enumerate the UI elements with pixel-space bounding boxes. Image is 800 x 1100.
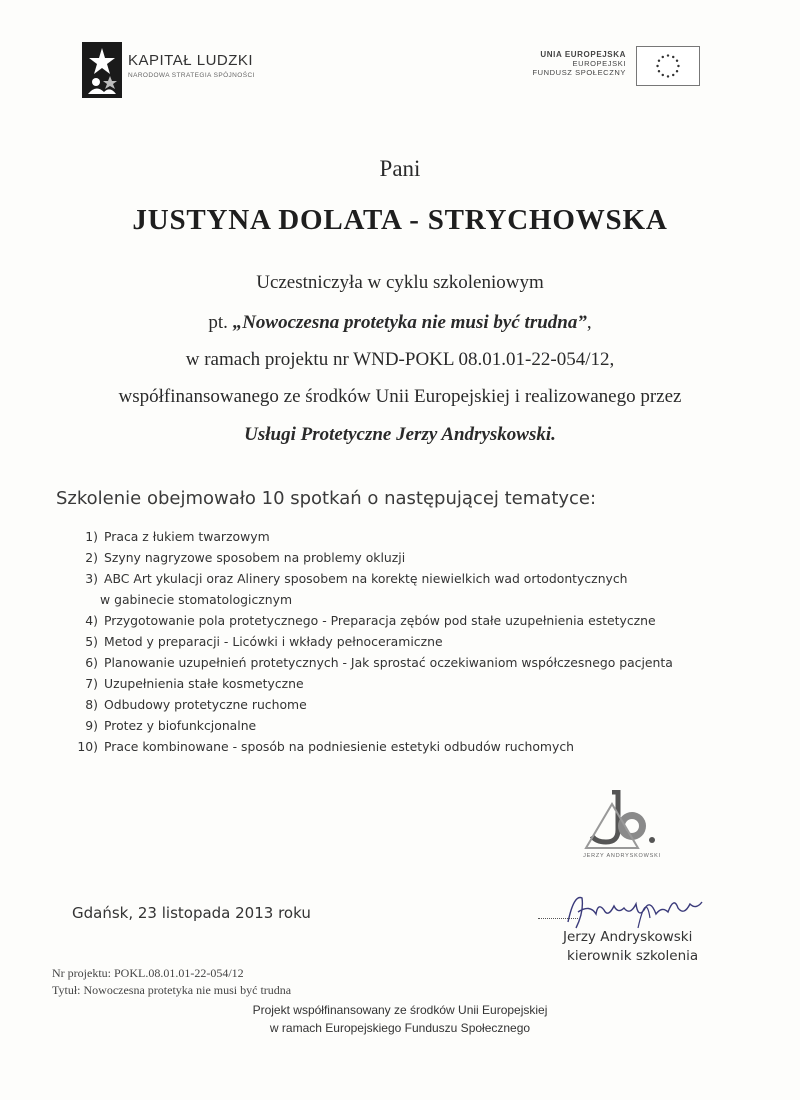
topic-text: Uzupełnienia stałe kosmetyczne: [104, 676, 304, 691]
topic-number: 3): [85, 571, 98, 586]
eu-logo-line3: FUNDUSZ SPOŁECZNY: [532, 68, 626, 77]
topic-item: [74, 547, 673, 568]
signer-name: Jerzy Andryskowski: [563, 929, 693, 945]
topic-item: [74, 610, 673, 631]
topic-item: [74, 736, 673, 757]
topic-text: Prace kombinowane - sposób na podniesienie estetyki odbudów ruchomych: [104, 739, 574, 754]
topic-text: ABC Art ykulacji oraz Alinery sposobem na korektę niewielkich wad ortodontycznych: [104, 571, 628, 586]
signer-role: kierownik szkolenia: [567, 948, 699, 964]
topic-text: Praca z łukiem twarzowym: [104, 529, 270, 544]
training-title-suffix: ,: [586, 312, 592, 333]
topic-item: [74, 673, 673, 694]
topic-number: 1): [85, 529, 98, 544]
topic-number: 6): [85, 655, 98, 670]
kapital-ludzki-star-icon: [82, 42, 122, 98]
topic-item: [74, 568, 673, 610]
topic-number: 2): [85, 550, 98, 565]
topic-item: [74, 631, 673, 652]
participation-text: Uczestniczyła w cyklu szkoleniowym: [256, 272, 544, 293]
ja-logo-caption: JERZY ANDRYSKOWSKI: [583, 853, 661, 859]
topic-number: 5): [85, 634, 98, 649]
topic-item: [74, 526, 673, 547]
topic-number: 7): [85, 676, 98, 691]
organizer-name: Usługi Protetyczne Jerzy Andryskowski.: [244, 424, 556, 445]
topic-number: 9): [85, 718, 98, 733]
eu-flag-icon: [636, 46, 700, 86]
topic-number: 10): [77, 739, 98, 754]
kapital-ludzki-logo: [82, 42, 282, 102]
topic-text: Przygotowanie pola protetycznego - Preparacja zębów pod stałe uzupełnienia estetyczne: [104, 613, 656, 628]
signature-dotted-line: [538, 918, 578, 919]
ja-company-logo: [572, 790, 672, 862]
ja-monogram-icon: [582, 790, 662, 850]
eu-logo-line2: EUROPEJSKI: [572, 59, 626, 68]
topic-text: Odbudowy protetyczne ruchome: [104, 697, 307, 712]
cofinancing-text: współfinansowanego ze środków Unii Europejskiej i realizowanego przez: [118, 386, 682, 407]
handwritten-signature-icon: [538, 888, 708, 932]
training-title: „Nowoczesna protetyka nie musi być trudna”: [232, 312, 587, 333]
kapital-ludzki-subtitle: NARODOWA STRATEGIA SPÓJNOŚCI: [128, 72, 255, 79]
kapital-ludzki-title: KAPITAŁ LUDZKI: [128, 52, 254, 69]
eu-logo-text: [532, 50, 626, 77]
topic-item: [74, 715, 673, 736]
training-title-line: [0, 312, 800, 334]
footer-line-2: w ramach Europejskiego Funduszu Społecznego: [269, 1021, 531, 1035]
topic-item: [74, 652, 673, 673]
project-number: Nr projektu: POKL.08.01.01-22-054/12: [52, 966, 244, 980]
topic-text-continuation: w gabinecie stomatologicznym: [100, 592, 293, 607]
eu-logo: [525, 46, 700, 90]
place-and-date: Gdańsk, 23 listopada 2013 roku: [72, 904, 311, 922]
topic-item: [74, 694, 673, 715]
training-title-prefix: pt.: [208, 312, 233, 333]
salutation: Pani: [379, 156, 421, 181]
recipient-name: JUSTYNA DOLATA - STRYCHOWSKA: [132, 204, 668, 236]
topic-text: Metod y preparacji - Licówki i wkłady pełnoceramiczne: [104, 634, 443, 649]
topic-number: 8): [85, 697, 98, 712]
topics-list: [74, 526, 673, 757]
topic-text: Protez y biofunkcjonalne: [104, 718, 257, 733]
footer-line-1: Projekt współfinansowany ze środków Unii Europejskiej: [252, 1003, 548, 1017]
topic-text: Szyny nagryzowe sposobem na problemy okluzji: [104, 550, 406, 565]
topics-heading: Szkolenie obejmowało 10 spotkań o następującej tematyce:: [56, 488, 597, 509]
eu-logo-line1: UNIA EUROPEJSKA: [540, 50, 626, 59]
topic-text: Planowanie uzupełnień protetycznych - Jak sprostać oczekiwaniom współczesnego pacjenta: [104, 655, 673, 670]
project-title: Tytuł: Nowoczesna protetyka nie musi być trudna: [52, 983, 292, 997]
topic-number: 4): [85, 613, 98, 628]
project-number-text: w ramach projektu nr WND-POKL 08.01.01-22-054/12,: [185, 349, 615, 370]
